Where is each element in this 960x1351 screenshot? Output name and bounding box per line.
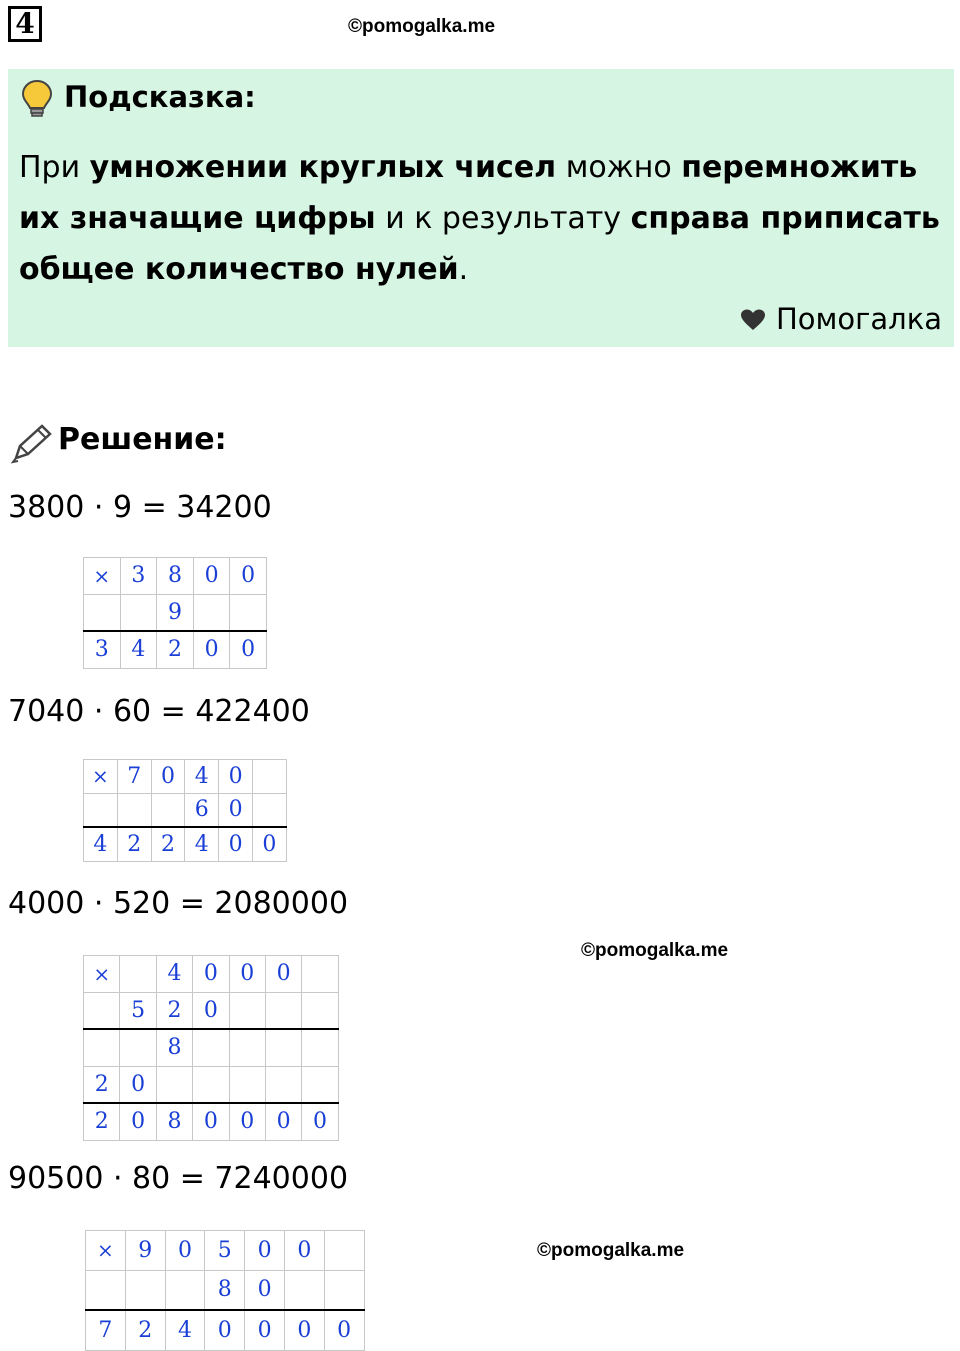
grid-row xyxy=(84,827,287,861)
watermark: ©pomogalka.me xyxy=(581,940,729,961)
grid-cell: 0 xyxy=(219,827,253,861)
grid-cell: 9 xyxy=(157,594,194,631)
grid-cell: 4 xyxy=(165,1310,205,1350)
hint-title: Подсказка: xyxy=(64,80,256,114)
grid-cell xyxy=(125,1270,165,1310)
grid-cell xyxy=(230,594,267,631)
grid-cell: 0 xyxy=(245,1270,285,1310)
hint-text xyxy=(19,142,944,295)
grid-cell xyxy=(120,1029,156,1066)
grid-cell: 0 xyxy=(245,1310,285,1350)
grid-cell: 5 xyxy=(205,1231,245,1271)
grid-cell: 4 xyxy=(185,827,219,861)
hint-seg: и к результату xyxy=(375,201,631,236)
grid-cell: 0 xyxy=(265,1103,301,1140)
grid-cell: 8 xyxy=(156,1103,192,1140)
pencil-icon xyxy=(10,422,54,468)
grid-cell: 8 xyxy=(156,1029,192,1066)
multiply-sign: × xyxy=(86,1231,126,1271)
hint-seg: перемножить их значащие цифры xyxy=(19,150,918,236)
grid-cell: 4 xyxy=(185,760,219,794)
grid-row xyxy=(84,992,339,1029)
signature-text: Помогалка xyxy=(776,302,942,336)
grid-cell: 6 xyxy=(185,793,219,827)
watermark: ©pomogalka.me xyxy=(348,16,496,37)
grid-cell: 4 xyxy=(84,827,118,861)
equation-3: 4000 · 520 = 2080000 xyxy=(8,886,349,921)
grid-cell: 2 xyxy=(84,1103,120,1140)
grid-cell: 0 xyxy=(120,1103,156,1140)
grid-cell xyxy=(324,1231,364,1271)
grid-cell: 7 xyxy=(117,760,151,794)
grid-row xyxy=(84,1029,339,1066)
hint-signature xyxy=(739,302,942,336)
grid-cell: 3 xyxy=(84,631,121,668)
grid-cell: 0 xyxy=(252,827,286,861)
grid-cell xyxy=(84,594,121,631)
grid-cell: 0 xyxy=(265,956,301,993)
hint-seg: При xyxy=(19,150,90,185)
grid-cell xyxy=(302,1066,338,1103)
grid-cell xyxy=(229,992,265,1029)
equation-4: 90500 · 80 = 7240000 xyxy=(8,1161,349,1196)
grid-cell: 2 xyxy=(117,827,151,861)
equation-2: 7040 · 60 = 422400 xyxy=(8,694,310,729)
grid-cell xyxy=(302,1029,338,1066)
grid-cell: 0 xyxy=(324,1310,364,1350)
grid-cell xyxy=(84,793,118,827)
grid-cell: 0 xyxy=(120,1066,156,1103)
calc-grid-2 xyxy=(83,759,287,862)
grid-row xyxy=(84,558,267,595)
grid-cell: 4 xyxy=(156,956,192,993)
multiply-sign: × xyxy=(84,558,121,595)
multiply-sign: × xyxy=(84,956,120,993)
grid-cell: 0 xyxy=(193,558,230,595)
watermark: ©pomogalka.me xyxy=(537,1240,685,1261)
grid-cell xyxy=(265,1029,301,1066)
grid-cell xyxy=(229,1029,265,1066)
grid-cell: 0 xyxy=(193,631,230,668)
grid-cell: 0 xyxy=(151,760,185,794)
lightbulb-icon xyxy=(20,78,54,122)
grid-cell: 0 xyxy=(205,1310,245,1350)
grid-cell: 2 xyxy=(157,631,194,668)
task-number: 4 xyxy=(8,6,42,42)
grid-cell xyxy=(120,594,157,631)
grid-cell: 0 xyxy=(284,1310,324,1350)
hint-seg: справа приписать общее количество нулей xyxy=(19,201,940,287)
grid-row xyxy=(86,1270,365,1310)
heart-icon xyxy=(739,302,776,336)
grid-cell xyxy=(252,793,286,827)
grid-row xyxy=(86,1231,365,1271)
grid-cell xyxy=(229,1066,265,1103)
grid-cell: 0 xyxy=(302,1103,338,1140)
grid-row xyxy=(84,1066,339,1103)
calc-grid-3 xyxy=(83,955,339,1141)
grid-cell xyxy=(117,793,151,827)
grid-row xyxy=(84,594,267,631)
multiply-sign: × xyxy=(84,760,118,794)
grid-cell: 0 xyxy=(230,631,267,668)
grid-cell xyxy=(265,1066,301,1103)
grid-cell: 0 xyxy=(193,956,229,993)
grid-cell xyxy=(84,992,120,1029)
grid-cell: 2 xyxy=(125,1310,165,1350)
grid-cell: 0 xyxy=(165,1231,205,1271)
grid-cell: 7 xyxy=(86,1310,126,1350)
hint-seg: умножении круглых чисел xyxy=(89,150,557,185)
equation-1: 3800 · 9 = 34200 xyxy=(8,490,272,525)
grid-row xyxy=(84,793,287,827)
grid-cell: 0 xyxy=(245,1231,285,1271)
grid-row xyxy=(84,956,339,993)
grid-cell: 0 xyxy=(193,1103,229,1140)
grid-cell xyxy=(265,992,301,1029)
grid-row xyxy=(84,631,267,668)
grid-row xyxy=(84,760,287,794)
grid-cell: 2 xyxy=(151,827,185,861)
grid-cell xyxy=(284,1270,324,1310)
grid-cell: 2 xyxy=(156,992,192,1029)
grid-cell xyxy=(120,956,156,993)
grid-cell: 0 xyxy=(229,1103,265,1140)
grid-cell: 9 xyxy=(125,1231,165,1271)
grid-cell: 2 xyxy=(84,1066,120,1103)
calc-grid-4 xyxy=(85,1230,365,1351)
grid-cell xyxy=(165,1270,205,1310)
grid-cell xyxy=(302,956,338,993)
grid-row xyxy=(84,1103,339,1140)
grid-cell xyxy=(193,1066,229,1103)
grid-cell xyxy=(324,1270,364,1310)
grid-cell: 0 xyxy=(284,1231,324,1271)
grid-cell xyxy=(193,594,230,631)
grid-cell: 8 xyxy=(205,1270,245,1310)
solution-title: Решение: xyxy=(58,422,227,457)
hint-seg: . xyxy=(458,252,469,287)
grid-cell xyxy=(84,1029,120,1066)
grid-cell: 5 xyxy=(120,992,156,1029)
grid-cell: 4 xyxy=(120,631,157,668)
grid-row xyxy=(86,1310,365,1350)
grid-cell xyxy=(193,1029,229,1066)
hint-seg: можно xyxy=(556,150,682,185)
grid-cell: 0 xyxy=(219,760,253,794)
grid-cell: 0 xyxy=(230,558,267,595)
grid-cell xyxy=(86,1270,126,1310)
grid-cell xyxy=(156,1066,192,1103)
grid-cell: 3 xyxy=(120,558,157,595)
grid-cell: 0 xyxy=(193,992,229,1029)
grid-cell xyxy=(252,760,286,794)
grid-cell xyxy=(302,992,338,1029)
grid-cell: 0 xyxy=(219,793,253,827)
grid-cell: 8 xyxy=(157,558,194,595)
calc-grid-1 xyxy=(83,557,267,669)
grid-cell: 0 xyxy=(229,956,265,993)
grid-cell xyxy=(151,793,185,827)
